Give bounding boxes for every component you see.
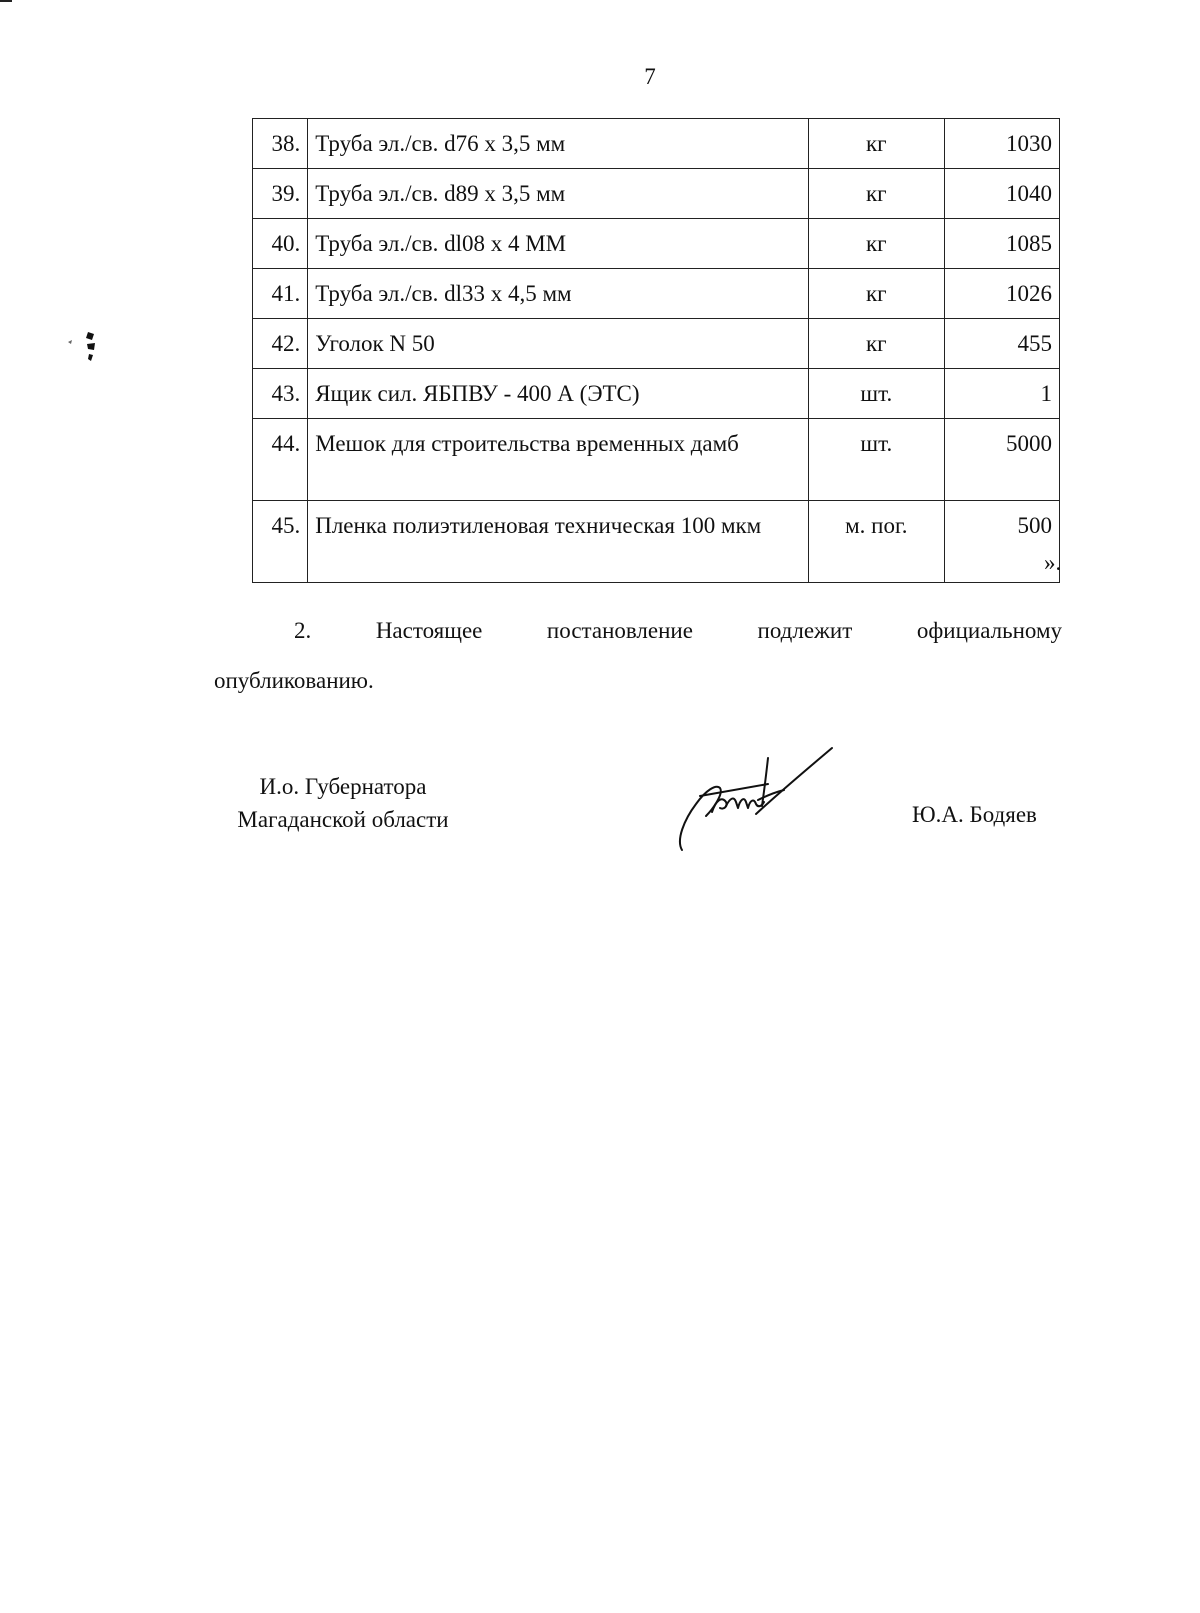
item-name: Ящик сил. ЯБПВУ - 400 А (ЭТС) bbox=[308, 369, 809, 419]
item-unit: шт. bbox=[809, 419, 945, 501]
scan-speck-mark bbox=[64, 330, 104, 364]
item-unit: кг bbox=[809, 169, 945, 219]
item-quantity: 1040 bbox=[944, 169, 1059, 219]
materials-table bbox=[252, 118, 1060, 583]
item-unit: кг bbox=[809, 269, 945, 319]
table-row bbox=[253, 169, 1060, 219]
paragraph-line-1: 2. Настоящее постановление подлежит официальному bbox=[294, 618, 1062, 643]
row-number: 44. bbox=[253, 419, 308, 501]
signer-title bbox=[218, 770, 468, 836]
row-number: 42. bbox=[253, 319, 308, 369]
item-quantity: 1 bbox=[944, 369, 1059, 419]
item-quantity: 1085 bbox=[944, 219, 1059, 269]
item-name: Труба эл./св. dl08 х 4 ММ bbox=[308, 219, 809, 269]
row-number: 40. bbox=[253, 219, 308, 269]
table-row bbox=[253, 119, 1060, 169]
item-quantity: 1026 bbox=[944, 269, 1059, 319]
scan-corner-mark bbox=[0, 0, 12, 2]
item-quantity: 5000 bbox=[944, 419, 1059, 501]
table-row bbox=[253, 501, 1060, 583]
handwritten-signature bbox=[672, 740, 847, 860]
closing-quote-mark: ». bbox=[1044, 550, 1062, 575]
table-row bbox=[253, 419, 1060, 501]
row-number: 45. bbox=[253, 501, 308, 583]
row-number: 39. bbox=[253, 169, 308, 219]
item-name: Уголок N 50 bbox=[308, 319, 809, 369]
paragraph-line-2: опубликованию. bbox=[214, 668, 374, 693]
row-number: 43. bbox=[253, 369, 308, 419]
item-unit: кг bbox=[809, 119, 945, 169]
row-number: 38. bbox=[253, 119, 308, 169]
item-name: Труба эл./св. dl33 х 4,5 мм bbox=[308, 269, 809, 319]
row-number: 41. bbox=[253, 269, 308, 319]
item-unit: м. пог. bbox=[809, 501, 945, 583]
signer-name: Ю.А. Бодяев bbox=[912, 802, 1037, 827]
page-number: 7 bbox=[644, 64, 656, 89]
table-row bbox=[253, 369, 1060, 419]
item-quantity: 1030 bbox=[944, 119, 1059, 169]
item-name: Труба эл./св. d76 х 3,5 мм bbox=[308, 119, 809, 169]
signer-title-line-2: Магаданской области bbox=[237, 807, 449, 832]
item-quantity: 500 bbox=[944, 501, 1059, 583]
table-row bbox=[253, 269, 1060, 319]
item-unit: кг bbox=[809, 219, 945, 269]
item-name: Пленка полиэтиленовая техническая 100 мкм bbox=[308, 501, 809, 583]
item-quantity: 455 bbox=[944, 319, 1059, 369]
table-row bbox=[253, 219, 1060, 269]
item-unit: кг bbox=[809, 319, 945, 369]
item-unit: шт. bbox=[809, 369, 945, 419]
item-name: Мешок для строительства временных дамб bbox=[308, 419, 809, 501]
table-row bbox=[253, 319, 1060, 369]
item-name: Труба эл./св. d89 х 3,5 мм bbox=[308, 169, 809, 219]
publication-paragraph bbox=[214, 606, 1062, 706]
signer-title-line-1: И.о. Губернатора bbox=[259, 774, 427, 799]
